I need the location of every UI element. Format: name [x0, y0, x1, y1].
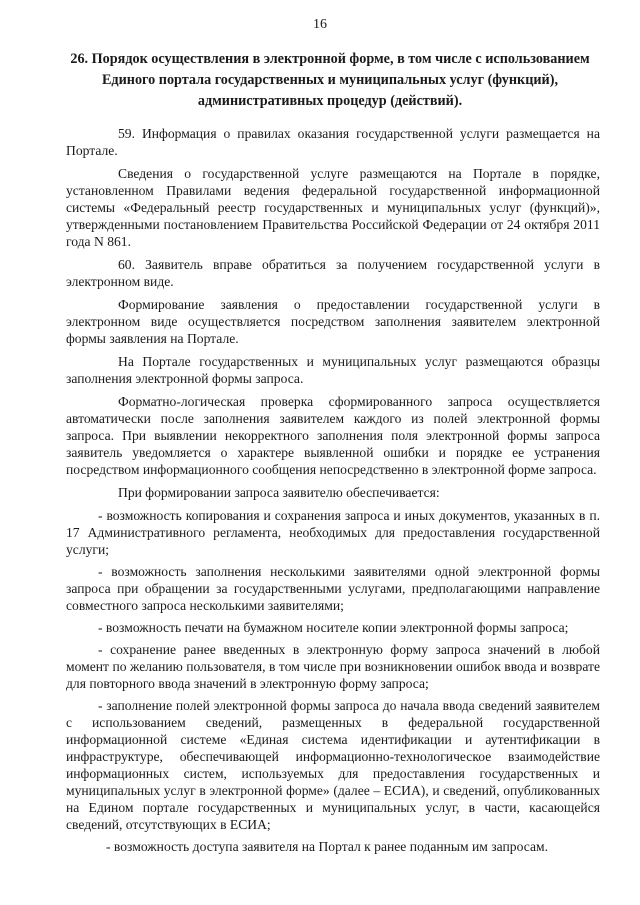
- paragraph: 59. Информация о правилах оказания государственной услуги размещается на Портале.: [66, 126, 600, 158]
- list-item: - возможность доступа заявителя на Портал к ранее поданным им запросам.: [106, 839, 548, 854]
- paragraph: Сведения о государственной услуге размещаются на Портале в порядке, установленном Правилами ведения федеральной государственной информационной системы «Федеральный реестр государственных и муниципальных услуг (функций)», утвержденными постановлением Правительства Российской Федерации от 24 октября 2011 года N 861.: [66, 166, 600, 249]
- paragraph: Форматно-логическая проверка сформированного запроса осуществляется автоматически после заполнения заявителем каждого из полей электронной формы запроса. При выявлении некорректного заполнения поля электронной формы запроса заявитель уведомляется о характере выявленной ошибки и порядке ее устранения посредством информационного сообщения непосредственно в электронной форме запроса.: [66, 394, 600, 477]
- list-item: - заполнение полей электронной формы запроса до начала ввода сведений заявителем с использованием сведений, размещенных в федеральной государственной информационной системе «Единая система идентификации и аутентификации в инфраструктуре, обеспечивающей информационно-технологическое взаимодействие информационных систем, используемых для предоставления государственных и муниципальных услуг в электронной форме» (далее – ЕСИА), и сведений, опубликованных на Едином портале государственных и муниципальных услуг, в части, касающейся сведений, отсутствующих в ЕСИА;: [66, 698, 600, 832]
- page-number: 16: [313, 17, 327, 32]
- list-item: - сохранение ранее введенных в электронную форму запроса значений в любой момент по желанию пользователя, в том числе при возникновении ошибок ввода и возврате для повторного ввода значений в электронную форму запроса;: [66, 642, 600, 691]
- list-item: - возможность печати на бумажном носителе копии электронной формы запроса;: [98, 620, 569, 635]
- paragraph: При формировании запроса заявителю обеспечивается:: [118, 485, 440, 500]
- list-item: - возможность копирования и сохранения запроса и иных документов, указанных в п. 17 Административного регламента, необходимых для предоставления государственной услуги;: [66, 508, 600, 557]
- paragraph: Формирование заявления о предоставлении государственной услуги в электронном виде осуществляется посредством заполнения заявителем электронной формы заявления на Портале.: [66, 297, 600, 346]
- section-heading: 26. Порядок осуществления в электронной форме, в том числе с использованием Единого портала государственных и муниципальных услуг (функций), административных процедур (действий).: [70, 51, 590, 109]
- list-item: - возможность заполнения несколькими заявителями одной электронной формы запроса при обращении за государственными услугами, предполагающими направление совместного запроса несколькими заявителями;: [66, 564, 600, 613]
- document-body: [66, 125, 600, 860]
- paragraph: На Портале государственных и муниципальных услуг размещаются образцы заполнения электронной формы запроса.: [66, 354, 600, 386]
- paragraph: 60. Заявитель вправе обратиться за получением государственной услуги в электронном виде.: [66, 257, 600, 289]
